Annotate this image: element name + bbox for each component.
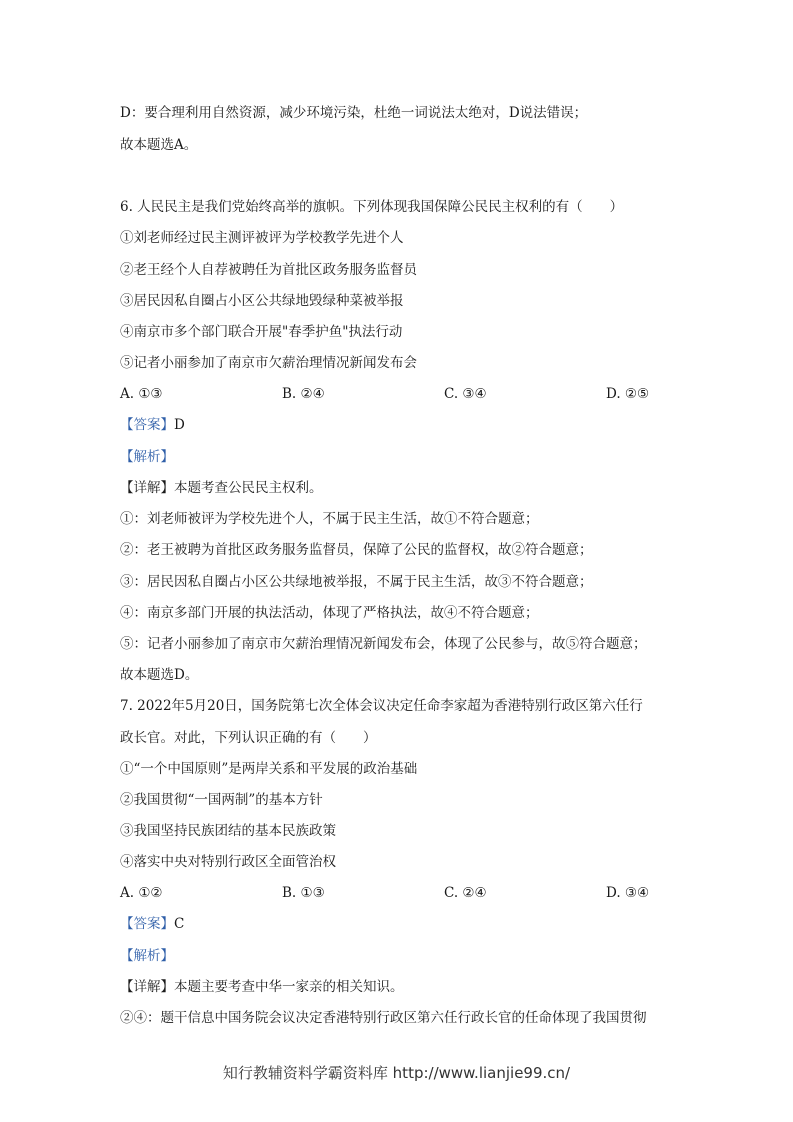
q7-detail-tag: 【详解】 [120,979,174,995]
q7-item-4: ④落实中央对特别行政区全面管治权 [120,854,336,870]
q7-item-3: ③我国坚持民族团结的基本民族政策 [120,823,336,839]
q7-answer-tag: 【答案】 [120,916,174,932]
q7-answer: C [174,916,185,932]
q6-conclusion: 故本题选D。 [120,667,199,683]
q6-item-1: ①刘老师经过民主测评被评为学校教学先进个人 [120,230,404,246]
q6-explanation-4: ④：南京多部门开展的执法活动，体现了严格执法，故④不符合题意； [120,605,539,621]
q6-option-c: C. ③④ [444,386,487,402]
q6-detail-text: 本题考查公民民主权利。 [174,480,323,496]
q6-option-a: A. ①③ [120,386,163,402]
q7-option-b: B. ①③ [282,885,325,901]
q6-answer-line [120,416,185,434]
q7-option-a: A. ①② [120,885,163,901]
q6-answer-tag: 【答案】 [120,417,174,433]
q6-answer: D [174,417,185,433]
q6-explanation-1: ①：刘老师被评为学校先进个人，不属于民主生活，故①不符合题意； [120,511,539,527]
q7-option-d: D. ③④ [606,885,650,901]
q7-option-c: C. ②④ [444,885,487,901]
q6-option-d: D. ②⑤ [606,386,650,402]
prev-option-d-explanation: D：要合理利用自然资源，减少环境污染，杜绝一词说法太绝对，D说法错误； [120,105,588,121]
q6-explanation-3: ③：居民因私自圈占小区公共绿地被举报，不属于民主生活，故③不符合题意； [120,574,593,590]
q6-item-5: ⑤记者小丽参加了南京市欠薪治理情况新闻发布会 [120,355,417,371]
q7-analysis-tag: 【解析】 [120,948,174,964]
q7-stem-line-1: 7. 2022年5月20日，国务院第七次全体会议决定任命李家超为香港特别行政区第六任行 [120,698,643,714]
q6-detail-tag: 【详解】 [120,480,174,496]
q6-item-4: ④南京市多个部门联合开展"春季护鱼"执法行动 [120,324,403,340]
q7-answer-line [120,915,184,933]
q6-explanation-5: ⑤：记者小丽参加了南京市欠薪治理情况新闻发布会，体现了公民参与，故⑤符合题意； [120,636,647,652]
q7-stem-line-2: 政长官。对此，下列认识正确的有（ ） [120,730,377,746]
q6-option-b: B. ②④ [282,386,325,402]
q7-item-1: ①“一个中国原则”是两岸关系和平发展的政治基础 [120,761,418,777]
q7-explanation-1: ②④：题干信息中国务院会议决定香港特别行政区第六任行政长官的任命体现了我国贯彻 [120,1010,647,1026]
q6-explanation-2: ②：老王被聘为首批区政务服务监督员，保障了公民的监督权，故②符合题意； [120,542,593,558]
prev-conclusion: 故本题选A。 [120,137,198,153]
q7-detail-line [120,978,404,996]
page-footer: 知行教辅资料学霸资料库 http://www.lianjie99.cn/ [222,1064,571,1082]
q6-analysis-tag: 【解析】 [120,449,174,465]
q7-item-2: ②我国贯彻“一国两制”的基本方针 [120,792,323,808]
q6-stem: 6. 人民民主是我们党始终高举的旗帜。下列体现我国保障公民民主权利的有（ ） [120,199,624,215]
q6-detail-line [120,479,323,497]
q6-item-2: ②老王经个人自荐被聘任为首批区政务服务监督员 [120,262,417,278]
q6-item-3: ③居民因私自圈占小区公共绿地毁绿种菜被举报 [120,293,404,309]
q7-detail-text: 本题主要考查中华一家亲的相关知识。 [174,979,404,995]
